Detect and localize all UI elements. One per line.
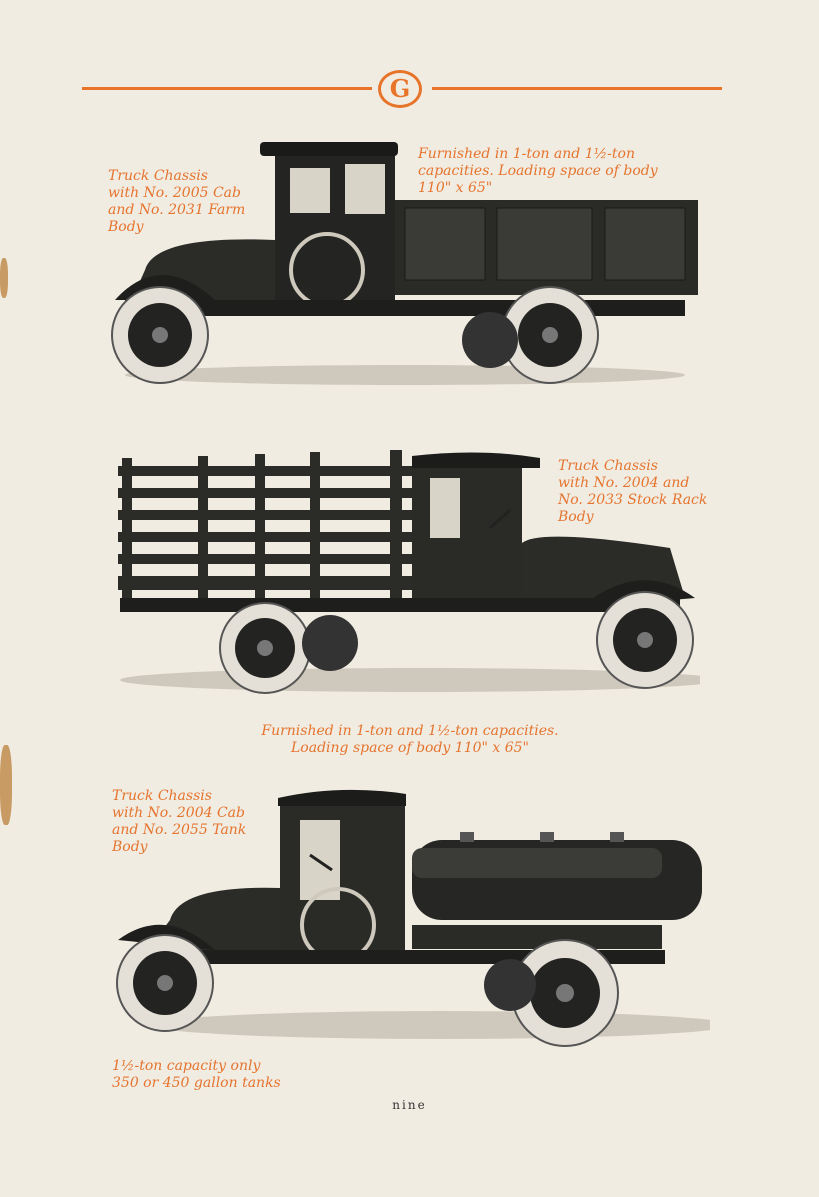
vehicle-3-note: 1½-ton capacity only 350 or 450 gallon tanks bbox=[112, 1058, 281, 1091]
vehicle-1-caption: Truck Chassis with No. 2005 Cab and No. 2031 Farm Body bbox=[108, 168, 246, 235]
header-rule-right bbox=[432, 87, 722, 90]
vehicle-2-caption: Truck Chassis with No. 2004 and No. 2033 Stock Rack Body bbox=[558, 458, 708, 525]
vehicle-3-caption: Truck Chassis with No. 2004 Cab and No. 2055 Tank Body bbox=[112, 788, 247, 855]
vehicle-1-note: Furnished in 1-ton and 1½-ton capacities. Loading space of body 110" x 65" bbox=[418, 146, 658, 196]
paper-stain bbox=[0, 745, 12, 825]
farm-body-truck-image bbox=[105, 140, 705, 390]
stock-rack-truck-image bbox=[110, 448, 700, 698]
brand-logo-icon bbox=[378, 70, 422, 108]
header-rule-left bbox=[82, 87, 372, 90]
page-number: nine bbox=[392, 1098, 427, 1112]
paper-stain bbox=[0, 258, 8, 298]
vehicle-2-note: Furnished in 1-ton and 1½-ton capacities. Loading space of body 110" x 65" bbox=[261, 723, 559, 756]
tank-truck-image bbox=[110, 780, 710, 1050]
brand-logo-letter: G bbox=[389, 74, 411, 103]
